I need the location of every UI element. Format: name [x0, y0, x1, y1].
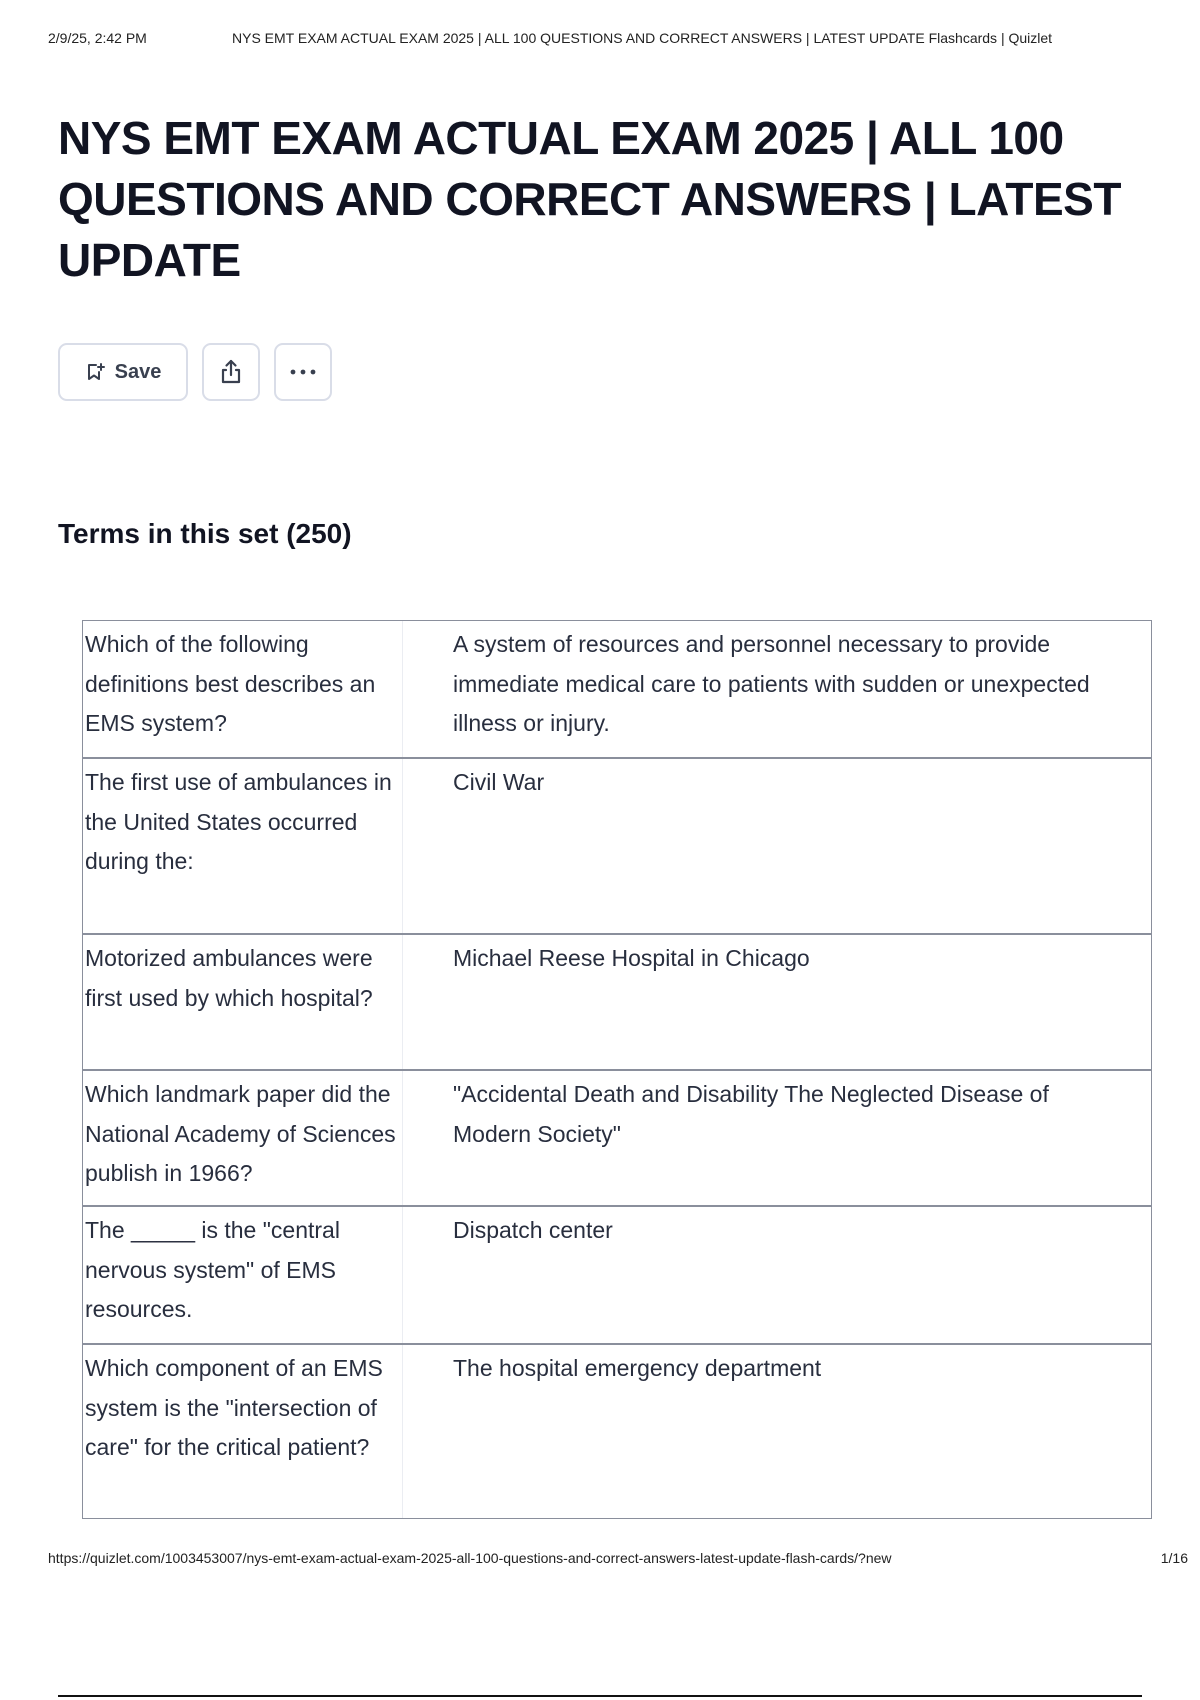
page-number: 1/16: [1160, 1550, 1188, 1566]
definition-text: Michael Reese Hospital in Chicago: [453, 945, 810, 971]
terms-table: [82, 620, 1152, 1519]
term-text: The _____ is the "central nervous system" of EMS resources.: [83, 1207, 403, 1343]
more-options-button[interactable]: [274, 343, 332, 401]
definition-text: "Accidental Death and Disability The Neglected Disease of Modern Society": [453, 1081, 1049, 1147]
save-button-label: Save: [114, 360, 162, 383]
page-title: NYS EMT EXAM ACTUAL EXAM 2025 | ALL 100 QUESTIONS AND CORRECT ANSWERS | LATEST UPDATE: [58, 112, 1121, 286]
term-text: Which component of an EMS system is the "intersection of care" for the critical patient?: [83, 1345, 403, 1518]
more-horizontal-icon: [289, 368, 317, 376]
bookmark-add-icon: [85, 362, 105, 382]
term-row: [83, 933, 1151, 1069]
terms-section-heading: Terms in this set (250): [58, 518, 352, 549]
share-button[interactable]: [202, 343, 260, 401]
term-row: [83, 1205, 1151, 1343]
term-text: Which landmark paper did the National Academy of Sciences publish in 1966?: [83, 1071, 403, 1205]
page-url: https://quizlet.com/1003453007/nys-emt-exam-actual-exam-2025-all-100-questions-and-correct-answers-latest-update-flash-cards/?new: [48, 1550, 892, 1566]
term-row: [83, 621, 1151, 757]
definition-text: Civil War: [453, 769, 545, 795]
share-icon: [217, 358, 245, 386]
definition-text: Dispatch center: [453, 1217, 613, 1243]
print-timestamp: 2/9/25, 2:42 PM: [48, 30, 147, 46]
term-row: [83, 757, 1151, 933]
page-divider: [58, 1695, 1142, 1697]
term-row: [83, 1069, 1151, 1205]
term-text: Motorized ambulances were first used by which hospital?: [83, 935, 403, 1069]
term-text: The first use of ambulances in the United States occurred during the:: [83, 759, 403, 933]
definition-text: The hospital emergency department: [453, 1355, 822, 1381]
term-row: [83, 1343, 1151, 1518]
definition-text: A system of resources and personnel necessary to provide immediate medical care to patients with sudden or unexpected illness or injury.: [453, 631, 1090, 736]
print-document-title: NYS EMT EXAM ACTUAL EXAM 2025 | ALL 100 QUESTIONS AND CORRECT ANSWERS | LATEST UPDATE Flashcards | Quizlet: [232, 30, 1053, 46]
print-header: [48, 30, 1176, 50]
set-actions-toolbar: [58, 343, 332, 401]
term-text: Which of the following definitions best describes an EMS system?: [83, 621, 403, 757]
save-button[interactable]: [58, 343, 188, 401]
